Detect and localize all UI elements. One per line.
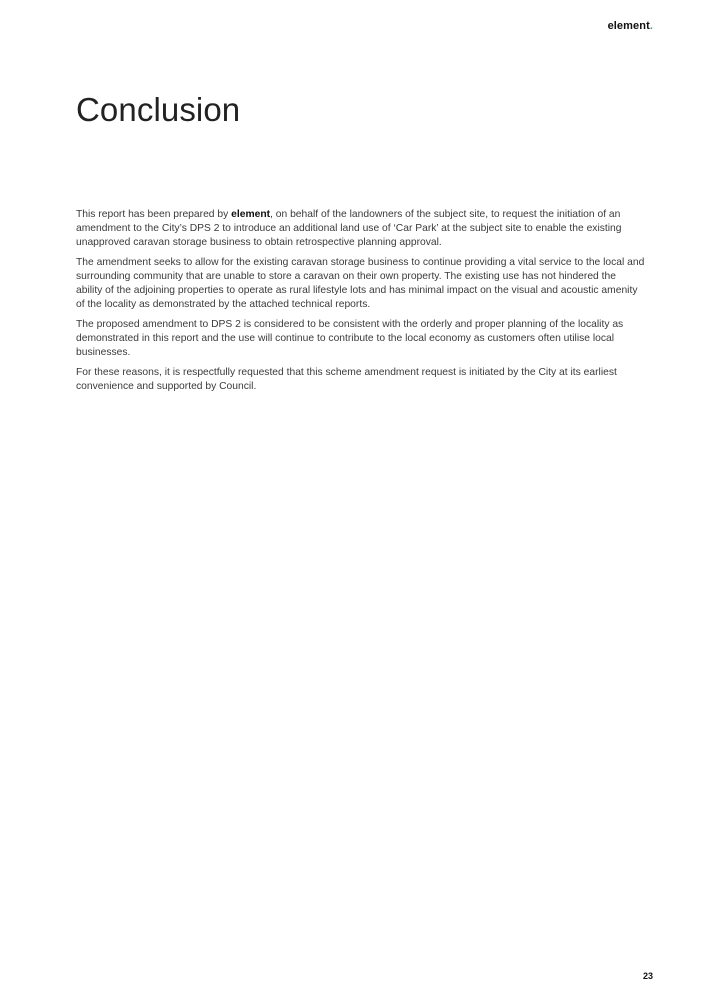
paragraph-4: For these reasons, it is respectfully requested that this scheme amendment request is initiated by the City at its earliest convenience and supported by Council. xyxy=(76,367,617,392)
body-text xyxy=(76,208,645,400)
paragraph-1-rest: , on behalf of the landowners of the subject site, to request the initiation of an amendment to the City’s DPS 2 to introduce an additional land use of ‘Car Park’ at the subject site to enable the existing unapproved caravan storage business to obtain retrospective planning approval. xyxy=(76,209,622,248)
brand-logo xyxy=(608,20,653,32)
paragraph-2: The amendment seeks to allow for the existing caravan storage business to continue providing a vital service to the local and surrounding community that are unable to store a caravan on their own property. The existing use has not hindered the ability of the adjoining properties to operate as rural lifestyle lots and has minimal impact on the visual and acoustic amenity of the locality as demonstrated by the attached technical reports. xyxy=(76,257,645,310)
paragraph-1-lead: This report has been prepared by xyxy=(76,209,232,220)
brand-name: element xyxy=(607,20,650,32)
paragraph-1 xyxy=(76,208,645,250)
paragraph-1-bold-brand: element xyxy=(231,209,271,220)
page-number: 23 xyxy=(642,971,653,981)
page-title: Conclusion xyxy=(76,91,241,128)
paragraph-3: The proposed amendment to DPS 2 is considered to be consistent with the orderly and proper planning of the locality as demonstrated in this report and the use will continue to contribute to the local economy as customers often utilise local businesses. xyxy=(76,319,624,358)
brand-dot: . xyxy=(649,20,653,32)
